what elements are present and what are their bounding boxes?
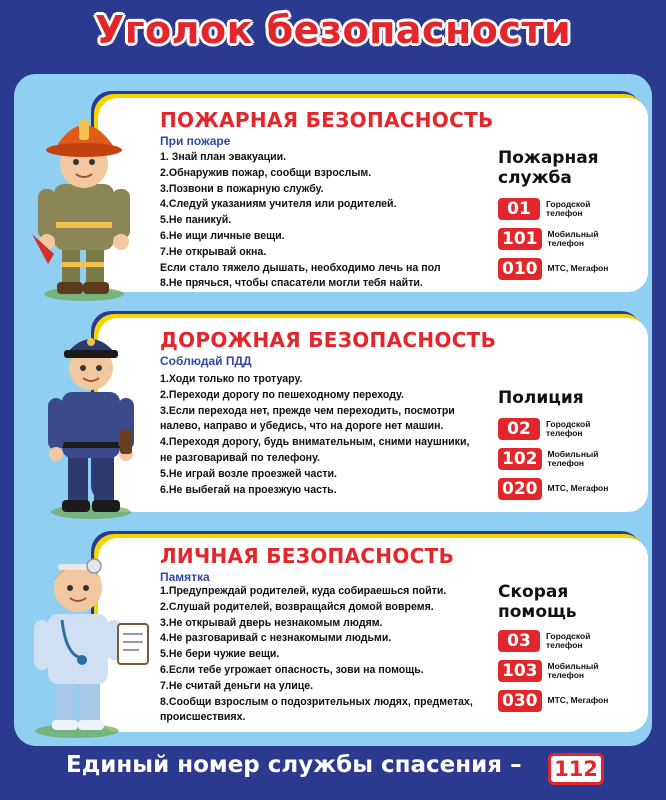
page-title: Уголок безопасности [94,8,572,52]
list-item: 4.Переходя дорогу, будь внимательным, сними наушники, [160,436,470,449]
phone-number: 010 [498,258,542,280]
list-item: не разговаривай по телефону. [160,451,320,464]
phone-row [498,418,610,440]
rules-list [160,584,473,726]
phone-desc: Городской телефон [546,198,591,218]
phone-row [498,478,612,500]
list-item: 5.Не паникуй. [160,214,232,227]
service-name: Пожарная служба [498,148,599,188]
phone-number: 102 [498,448,542,470]
list-item: Если стало тяжело дышать, необходимо лечь на пол [160,261,441,274]
rules-list [160,372,469,498]
list-item: происшествиях. [160,711,246,724]
section-subheading: При пожаре [160,134,231,148]
list-item: 1. Знай план эвакуации. [160,151,287,163]
list-item: 4.Не разговаривай с незнакомыми людьми. [160,632,392,645]
phone-number: 101 [498,228,542,250]
phone-number: 020 [498,478,542,500]
list-item: 6.Если тебе угрожает опасность, зови на помощь. [160,663,424,676]
phone-number: 03 [498,630,540,652]
list-item: 1.Ходи только по тротуару. [160,373,303,385]
phone-desc: МТС, Мегафон [547,263,609,274]
phone-desc: МТС, Мегафон [547,695,609,706]
phone-row [498,228,612,250]
section-heading: ПОЖАРНАЯ БЕЗОПАСНОСТЬ [160,108,494,132]
phone-row [498,660,612,682]
section-heading: ЛИЧНАЯ БЕЗОПАСНОСТЬ [160,544,455,568]
list-item: 6.Не выбегай на проезжую часть. [160,483,337,496]
phone-number: 103 [498,660,542,682]
list-item: 2.Обнаружив пожар, сообщи взрослым. [160,166,372,179]
list-item: 3.Если перехода нет, прежде чем переходить, посмотри [160,404,455,417]
list-item: 5.Не играй возле проезжей части. [160,467,337,480]
doctor-illustration [22,526,152,741]
list-item: 3.Позвони в пожарную службу. [160,182,324,195]
list-item: 3.Не открывай дверь незнакомым людям. [160,616,383,629]
police-officer-illustration [36,310,146,520]
footer-text: Единый номер службы спасения – [66,752,522,778]
phone-row [498,690,612,712]
list-item: 2.Переходи дорогу по пешеходному переходу. [160,388,404,401]
list-item: 8.Не прячься, чтобы спасатели могли тебя найти. [160,277,423,290]
phone-row [498,198,610,220]
phone-row [498,258,612,280]
phone-row [498,630,610,652]
service-name: Скорая помощь [498,582,577,622]
phone-number: 01 [498,198,540,220]
section-subheading: Соблюдай ПДД [160,354,252,368]
service-name: Полиция [498,388,584,408]
list-item: 4.Следуй указаниям учителя или родителей. [160,198,397,211]
phone-desc: Мобильный телефон [547,228,599,248]
list-item: 8.Сообщи взрослым о подозрительных людях, предметах, [160,695,473,708]
firefighter-illustration [24,94,144,304]
phone-desc: МТС, Мегафон [547,483,609,494]
section-heading: ДОРОЖНАЯ БЕЗОПАСНОСТЬ [160,328,497,352]
list-item: налево, направо и убедись, что на дороге нет машин. [160,420,444,433]
rules-list [160,150,441,292]
content-panel [14,74,652,746]
phone-desc: Городской телефон [546,418,591,438]
phone-number: 02 [498,418,540,440]
road-safety-card [98,318,648,512]
phone-desc: Мобильный телефон [547,660,599,680]
list-item: 7.Не считай деньги на улице. [160,679,314,692]
list-item: 7.Не открывай окна. [160,245,267,258]
phone-number: 030 [498,690,542,712]
phone-desc: Городской телефон [546,630,591,650]
list-item: 6.Не ищи личные вещи. [160,229,285,242]
personal-safety-card [98,538,648,732]
list-item: 2.Слушай родителей, возвращайся домой вовремя. [160,600,434,613]
list-item: 5.Не бери чужие вещи. [160,648,280,661]
phone-row [498,448,612,470]
fire-safety-card [98,98,648,292]
phone-desc: Мобильный телефон [547,448,599,468]
section-subheading: Памятка [160,570,210,584]
list-item: 1.Предупреждай родителей, куда собираешься пойти. [160,585,447,597]
emergency-number-badge: 112 [548,753,604,785]
